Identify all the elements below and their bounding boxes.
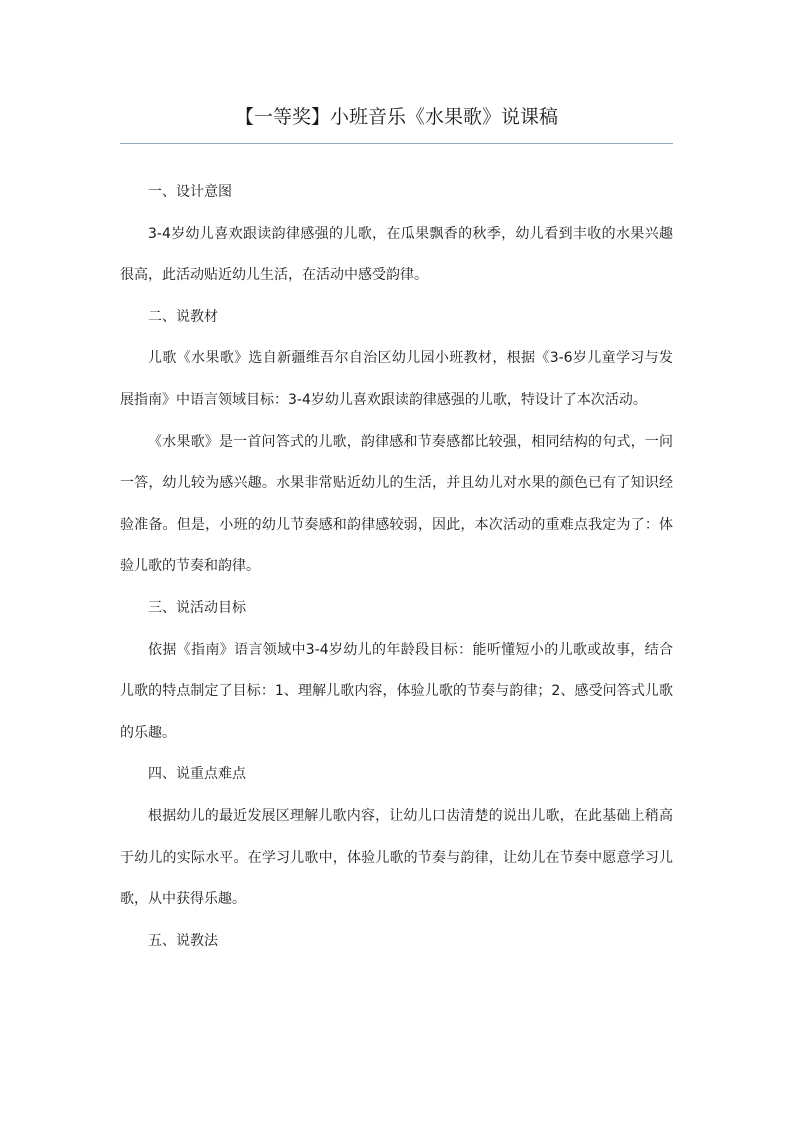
section-heading-key-difficulties: 四、说重点难点 <box>148 766 246 783</box>
title-divider <box>120 143 673 144</box>
paragraph-teaching-material-1: 儿歌《水果歌》选自新疆维吾尔自治区幼儿园小班教材，根据《3-6岁儿童学习与发展指南》中语言领域目标：3-4岁幼儿喜欢跟读韵律感强的儿歌，特设计了本次活动。 <box>120 350 673 408</box>
paragraph-teaching-material-2: 《水果歌》是一首问答式的儿歌，韵律感和节奏感都比较强，相同结构的句式，一问一答，幼儿较为感兴趣。水果非常贴近幼儿的生活，并且幼儿对水果的颜色已有了知识经验准备。但是，小班的幼儿节奏感和韵律感较弱，因此，本次活动的重难点我定为了：体验儿歌的节奏和韵律。 <box>120 433 673 575</box>
section-heading-teaching-methods: 五、说教法 <box>148 932 218 949</box>
document-body <box>120 172 673 962</box>
document-title: 【一等奖】小班音乐《水果歌》说课稿 <box>234 106 558 128</box>
section-heading-design-intent: 一、设计意图 <box>148 184 232 200</box>
section-heading-activity-goals: 三、说活动目标 <box>148 599 246 616</box>
paragraph-design-intent: 3-4岁幼儿喜欢跟读韵律感强的儿歌，在瓜果飘香的秋季，幼儿看到丰收的水果兴趣很高，此活动贴近幼儿生活，在活动中感受韵律。 <box>120 225 673 284</box>
paragraph-activity-goals: 依据《指南》语言领域中3-4岁幼儿的年龄段目标：能听懂短小的儿歌或故事，结合儿歌的特点制定了目标：1、理解儿歌内容，体验儿歌的节奏与韵律；2、感受问答式儿歌的乐趣。 <box>120 641 673 741</box>
paragraph-key-difficulties: 根据幼儿的最近发展区理解儿歌内容，让幼儿口齿清楚的说出儿歌，在此基础上稍高于幼儿的实际水平。在学习儿歌中，体验儿歌的节奏与韵律，让幼儿在节奏中愿意学习儿歌，从中获得乐趣。 <box>120 807 673 908</box>
section-heading-teaching-material: 二、说教材 <box>148 308 218 325</box>
